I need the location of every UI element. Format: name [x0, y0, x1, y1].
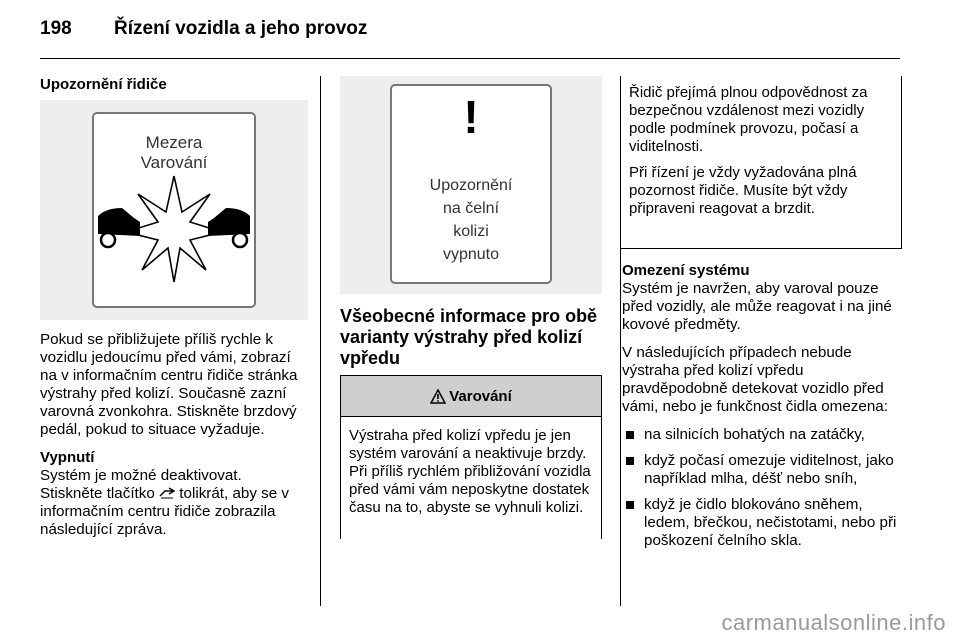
- figure-message: [392, 174, 550, 266]
- page-header: [40, 18, 900, 58]
- press-button-text: Stiskněte tlačítko: [40, 485, 155, 502]
- display-frame: [92, 112, 256, 308]
- press-button-rest: tolikrát, aby se v informačním centru řidiče zobrazila následující zpráva.: [40, 485, 290, 538]
- message-line-3: kolizi: [453, 223, 489, 240]
- column-2-body: [340, 306, 602, 369]
- message-line-1: Upozornění: [429, 177, 513, 194]
- paragraph-system-design: Systém je navržen, aby varoval pouze před vozidly, ale může reagovat i na jiné kovové předměty.: [622, 280, 892, 333]
- list-item: na silnicích bohatých na zatáčky,: [622, 426, 902, 444]
- column-3-body: [622, 262, 902, 558]
- column-1: [40, 76, 308, 94]
- figure-line-1: Mezera: [145, 133, 203, 152]
- message-line-4: vypnuto: [442, 246, 500, 263]
- subheading-system-limits: Omezení systému: [622, 262, 750, 279]
- section-heading-driver-alert: Upozornění řidiče: [40, 76, 167, 93]
- watermark: carmanualsonline.info: [721, 610, 946, 635]
- warning-header: [341, 376, 601, 417]
- figure-line-2: Varování: [140, 153, 208, 172]
- list-item: když je čidlo blokováno sněhem, ledem, břečkou, nečistotami, nebo při poškození čelního skla.: [622, 496, 902, 550]
- subheading-deactivation: Vypnutí: [40, 449, 95, 466]
- note-box: [620, 76, 902, 249]
- message-line-2: na čelní: [442, 200, 500, 217]
- list-item: když počasí omezuje viditelnost, jako například mlha, déšť nebo sníh,: [622, 452, 902, 488]
- page-number: 198: [40, 18, 72, 39]
- warning-text: Výstraha před kolizí vpředu je jen systém varování a neaktivuje brzdy. Při příliš rychlém přibližování vozidla před vámi vám neposkytne dostatek času na to, abyste se vyhnuli kolizi.: [349, 427, 591, 516]
- note-paragraph-1: Řidič přejímá plnou odpovědnost za bezpečnou vzdálenost mezi vozidly podle podmínek provozu, počasí a viditelnosti.: [629, 84, 868, 155]
- page-title: Řízení vozidla a jeho provoz: [114, 18, 368, 39]
- limitations-list: [622, 426, 902, 550]
- display-frame-2: [390, 84, 552, 284]
- header-divider: [40, 58, 900, 59]
- warning-title: Varování: [449, 387, 512, 405]
- paragraph-limitations: V následujících případech nebude výstraha před kolizí vpředu pravděpodobně detekovat vozidlo před vámi, nebo je funkčnost čidla omezena:: [622, 344, 888, 415]
- exclamation-mark: !: [463, 91, 479, 143]
- figure-gap-warning: [40, 100, 308, 320]
- paragraph-approach-warning: Pokud se přibližujete příliš rychle k vozidlu jedoucímu před vámi, zobrazí na v informačním centru řidiče stránka výstrahy před kolizí. Současně zazní varovná zvonkohra. Stiskněte brzdový pedál, pokud to situace vyžaduje.: [40, 331, 298, 438]
- warning-triangle-icon: [430, 389, 446, 404]
- figure-fcw-off: [340, 76, 602, 294]
- forward-collision-button-icon: [159, 487, 175, 499]
- collision-cars-icon: [94, 114, 254, 306]
- paragraph-deactivate: [40, 467, 308, 539]
- section-heading-general: Všeobecné informace pro obě varianty výstrahy před kolizí vpředu: [340, 306, 598, 368]
- column-divider-1: [320, 76, 321, 606]
- warning-box: [340, 375, 602, 539]
- column-1-body: [40, 331, 308, 539]
- note-paragraph-2: Při řízení je vždy vyžadována plná pozornost řidiče. Musíte být vždy připraveni reagovat a brzdit.: [629, 164, 857, 217]
- deactivate-sentence: Systém je možné deaktivovat.: [40, 467, 242, 484]
